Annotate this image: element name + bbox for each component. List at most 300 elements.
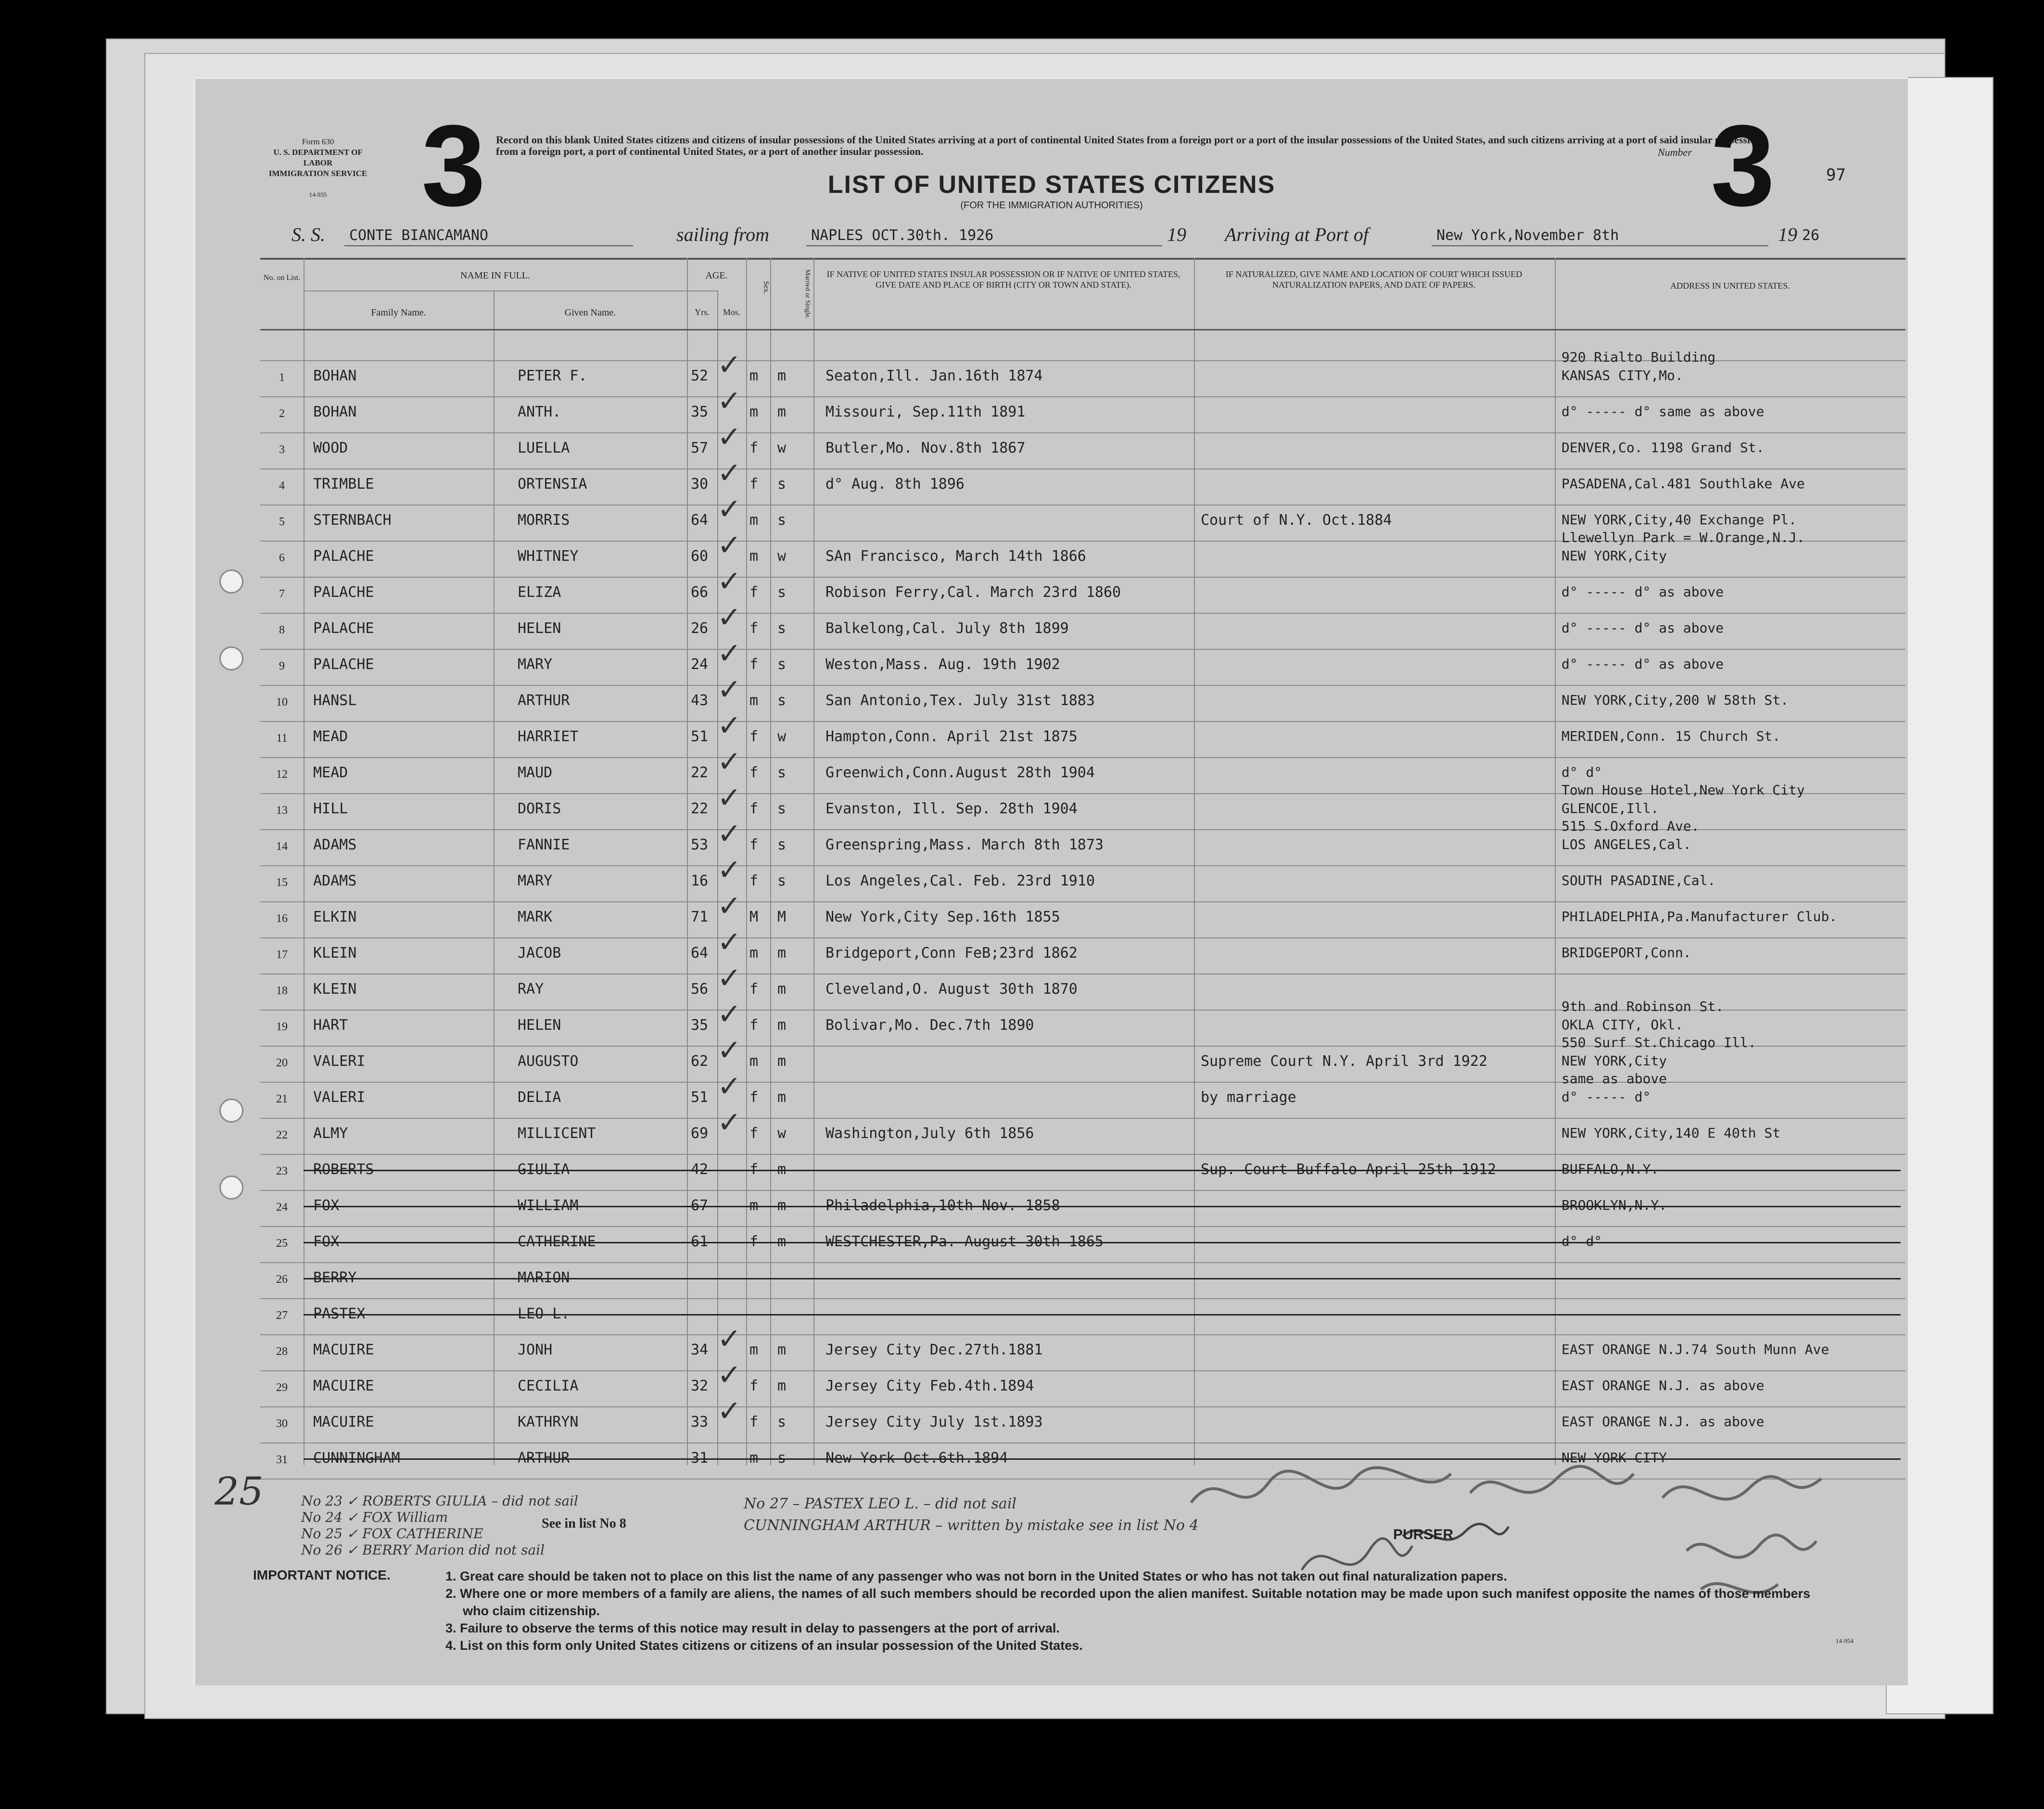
given-name: HELEN bbox=[518, 1017, 561, 1034]
sex: f bbox=[749, 1089, 759, 1106]
header-birth: IF NATIVE OF UNITED STATES INSULAR POSSESSION OR IF NATIVE OF UNITED STATES, GIVE DATE AND PLACE OF BIRTH (CITY OR TOWN AND STATE). bbox=[826, 269, 1181, 290]
birth-place-date: Jersey City Feb.4th.1894 bbox=[825, 1378, 1034, 1394]
age-years: 26 bbox=[691, 620, 709, 637]
row-number: 20 bbox=[276, 1057, 288, 1069]
sailing-label: sailing from bbox=[676, 224, 769, 245]
header-yrs: Yrs. bbox=[695, 307, 710, 317]
birth-place-date: Bridgeport,Conn FeB;23rd 1862 bbox=[825, 945, 1078, 961]
sex: m bbox=[749, 512, 759, 529]
family-name: VALERI bbox=[313, 1053, 366, 1070]
given-name: CECILIA bbox=[518, 1378, 579, 1394]
family-name: PALACHE bbox=[313, 656, 374, 673]
birth-place-date: d° Aug. 8th 1896 bbox=[825, 476, 965, 493]
purser-stamp: PURSER bbox=[1393, 1527, 1454, 1543]
row-number: 30 bbox=[276, 1417, 288, 1430]
family-name: MACUIRE bbox=[313, 1341, 374, 1358]
birth-place-date: New York,City Sep.16th 1855 bbox=[825, 909, 1060, 925]
check-mark: ✓ bbox=[717, 889, 742, 923]
notice-item: 1. Great care should be taken not to place on this list the name of any passenger who was not born in the United States or who has not taken out final naturalization papers. bbox=[445, 1569, 1507, 1583]
address-line-2: BROOKLYN,N.Y. bbox=[1562, 1197, 1667, 1213]
given-name: MAUD bbox=[518, 764, 553, 781]
sex: m bbox=[749, 1197, 759, 1214]
marital-status: w bbox=[777, 548, 787, 565]
age-years: 56 bbox=[691, 981, 709, 998]
given-name: JACOB bbox=[518, 945, 561, 961]
address-line-2: EAST ORANGE N.J. as above bbox=[1562, 1378, 1765, 1393]
birth-place-date: Jersey City July 1st.1893 bbox=[825, 1414, 1043, 1430]
row-number: 7 bbox=[279, 588, 285, 600]
check-mark: ✓ bbox=[717, 637, 742, 670]
row-rule bbox=[260, 901, 1905, 902]
form-code: 14-935 bbox=[309, 191, 327, 198]
row-number: 16 bbox=[276, 912, 288, 925]
birth-place-date: Jersey City Dec.27th.1881 bbox=[825, 1341, 1043, 1358]
table-top-rule bbox=[260, 258, 1905, 260]
row-number: 24 bbox=[276, 1201, 288, 1214]
row-number: 8 bbox=[279, 624, 285, 636]
marital-status: m bbox=[777, 1053, 787, 1070]
row-rule bbox=[260, 757, 1905, 758]
given-name: MORRIS bbox=[518, 512, 570, 529]
notice-item: 4. List on this form only United States citizens or citizens of an insular possession of the United States. bbox=[445, 1638, 1083, 1653]
age-years: 62 bbox=[691, 1053, 709, 1070]
marital-status: m bbox=[777, 1341, 787, 1358]
row-number: 14 bbox=[276, 840, 288, 853]
col-divider bbox=[1194, 258, 1195, 1465]
address-line-2: d° ----- d° as above bbox=[1562, 620, 1724, 636]
row-rule bbox=[260, 1118, 1905, 1119]
address-line-2: d° ----- d° same as above bbox=[1562, 404, 1765, 419]
family-name: BERRY bbox=[313, 1269, 357, 1286]
punch-hole bbox=[219, 1099, 243, 1123]
address-line-1: Town House Hotel,New York City bbox=[1562, 782, 1805, 798]
address-line-2: d° ----- d° as above bbox=[1562, 584, 1724, 600]
check-mark: ✓ bbox=[717, 745, 742, 779]
row-number: 12 bbox=[276, 768, 288, 781]
given-name: MARK bbox=[518, 909, 553, 925]
age-years: 30 bbox=[691, 476, 709, 493]
given-name: ORTENSIA bbox=[518, 476, 587, 493]
age-years: 66 bbox=[691, 584, 709, 601]
sex: f bbox=[749, 873, 759, 889]
row-number: 29 bbox=[276, 1381, 288, 1394]
ss-label: S. S. bbox=[292, 224, 325, 245]
row-rule bbox=[260, 1190, 1905, 1191]
birth-place-date: New York Oct.6th.1894 bbox=[825, 1450, 1008, 1467]
family-name: MACUIRE bbox=[313, 1378, 374, 1394]
sex: f bbox=[749, 836, 759, 853]
address-line-2: NEW YORK CITY bbox=[1562, 1450, 1667, 1466]
age-years: 42 bbox=[691, 1161, 709, 1178]
birth-place-date: Balkelong,Cal. July 8th 1899 bbox=[825, 620, 1069, 637]
family-name: HART bbox=[313, 1017, 348, 1034]
given-name: DELIA bbox=[518, 1089, 561, 1106]
naturalization: Supreme Court N.Y. April 3rd 1922 bbox=[1201, 1053, 1488, 1070]
birth-place-date: San Antonio,Tex. July 31st 1883 bbox=[825, 692, 1095, 709]
record-instructions: Record on this blank United States citizens and citizens of insular possessions of the United States arriving at a port of continental United States from a foreign port or a port of the insular possessions of the United States, and such citizens arriving at a port of said insular possessions from a foreign port, a port of continental United States, or a port of another insular possession. bbox=[496, 134, 1765, 157]
address-line-2: BUFFALO,N.Y. bbox=[1562, 1161, 1659, 1177]
check-mark: ✓ bbox=[717, 925, 742, 959]
age-years: 22 bbox=[691, 800, 709, 817]
address-line-2: BRIDGEPORT,Conn. bbox=[1562, 945, 1691, 961]
arrival-year: 26 bbox=[1802, 227, 1820, 244]
address-line-2: EAST ORANGE N.J. as above bbox=[1562, 1414, 1765, 1429]
age-years: 60 bbox=[691, 548, 709, 565]
check-mark: ✓ bbox=[717, 456, 742, 490]
manifest-sheet bbox=[192, 77, 1908, 1685]
sex: f bbox=[749, 1414, 759, 1430]
header-mos: Mos. bbox=[723, 307, 741, 317]
marital-status: m bbox=[777, 1233, 787, 1250]
family-name: FOX bbox=[313, 1233, 340, 1250]
row-number: 19 bbox=[276, 1021, 288, 1033]
birth-place-date: Greenspring,Mass. March 8th 1873 bbox=[825, 836, 1104, 853]
birth-place-date: Bolivar,Mo. Dec.7th 1890 bbox=[825, 1017, 1034, 1034]
address-line-2: NEW YORK,City,140 E 40th St bbox=[1562, 1125, 1781, 1141]
header-address: ADDRESS IN UNITED STATES. bbox=[1670, 281, 1790, 291]
marital-status: w bbox=[777, 728, 787, 745]
row-rule bbox=[260, 937, 1905, 938]
sex: f bbox=[749, 764, 759, 781]
sex: f bbox=[749, 584, 759, 601]
address-line-2: d° ----- d° bbox=[1562, 1089, 1651, 1105]
marital-status: s bbox=[777, 512, 787, 529]
row-rule bbox=[260, 468, 1905, 469]
row-rule bbox=[260, 685, 1905, 686]
check-mark: ✓ bbox=[717, 529, 742, 562]
age-years: 61 bbox=[691, 1233, 709, 1250]
row-number: 22 bbox=[276, 1129, 288, 1141]
check-mark: ✓ bbox=[717, 384, 742, 418]
given-name: MARION bbox=[518, 1269, 570, 1286]
row-number: 27 bbox=[276, 1309, 288, 1322]
family-name: BOHAN bbox=[313, 367, 357, 384]
row-rule bbox=[260, 613, 1905, 614]
address-line-2: DENVER,Co. 1198 Grand St. bbox=[1562, 440, 1765, 455]
family-name: MEAD bbox=[313, 764, 348, 781]
birth-place-date: Butler,Mo. Nov.8th 1867 bbox=[825, 440, 1026, 456]
family-name: PALACHE bbox=[313, 620, 374, 637]
address-line-2: NEW YORK,City,200 W 58th St. bbox=[1562, 692, 1789, 708]
age-years: 51 bbox=[691, 728, 709, 745]
address-line-2: NEW YORK,City bbox=[1562, 1053, 1667, 1069]
header-family: Family Name. bbox=[371, 307, 426, 318]
header-no: No. on List. bbox=[263, 274, 301, 282]
punch-hole bbox=[219, 646, 243, 670]
marital-status: s bbox=[777, 692, 787, 709]
address-line-1: Llewellyn Park = W.Orange,N.J. bbox=[1562, 530, 1805, 545]
family-name: PALACHE bbox=[313, 584, 374, 601]
given-name: WILLIAM bbox=[518, 1197, 579, 1214]
sex: f bbox=[749, 1125, 759, 1142]
given-name: GIULIA bbox=[518, 1161, 570, 1178]
age-years: 67 bbox=[691, 1197, 709, 1214]
age-years: 35 bbox=[691, 1017, 709, 1034]
address-line-2: MERIDEN,Conn. 15 Church St. bbox=[1562, 728, 1781, 744]
address-line-1: 920 Rialto Building bbox=[1562, 349, 1716, 365]
check-mark: ✓ bbox=[717, 601, 742, 634]
ship-name: CONTE BIANCAMANO bbox=[349, 227, 488, 244]
family-name: PASTEX bbox=[313, 1305, 366, 1322]
header-age: AGE. bbox=[705, 270, 728, 281]
notice-list bbox=[445, 1568, 1831, 1654]
age-years: 43 bbox=[691, 692, 709, 709]
check-mark: ✓ bbox=[717, 565, 742, 598]
row-rule bbox=[260, 577, 1905, 578]
birth-place-date: Cleveland,O. August 30th 1870 bbox=[825, 981, 1078, 998]
marital-status: s bbox=[777, 1450, 787, 1467]
given-name: MILLICENT bbox=[518, 1125, 596, 1142]
col-divider bbox=[813, 258, 814, 1465]
strike-through bbox=[304, 1170, 1901, 1171]
naturalization: Court of N.Y. Oct.1884 bbox=[1201, 512, 1392, 529]
birth-place-date: Washington,July 6th 1856 bbox=[825, 1125, 1034, 1142]
check-mark: ✓ bbox=[717, 1322, 742, 1356]
note-25: No 25 ✓ FOX CATHERINE bbox=[301, 1526, 483, 1542]
check-mark: ✓ bbox=[717, 1358, 742, 1392]
family-name: WOOD bbox=[313, 440, 348, 456]
check-mark: ✓ bbox=[717, 420, 742, 454]
address-line-2: GLENCOE,Ill. bbox=[1562, 800, 1659, 816]
page-subtitle: (FOR THE IMMIGRATION AUTHORITIES) bbox=[960, 200, 1143, 211]
row-rule bbox=[260, 1154, 1905, 1155]
family-name: ELKIN bbox=[313, 909, 357, 925]
row-rule bbox=[260, 1226, 1905, 1227]
sex: f bbox=[749, 1378, 759, 1394]
note-31: CUNNINGHAM ARTHUR – written by mistake see in list No 4 bbox=[744, 1517, 1199, 1534]
sex: f bbox=[749, 1161, 759, 1178]
address-line-2: OKLA CITY, Okl. bbox=[1562, 1017, 1683, 1033]
note-27: No 27 – PASTEX LEO L. – did not sail bbox=[744, 1495, 1017, 1512]
birth-place-date: Robison Ferry,Cal. March 23rd 1860 bbox=[825, 584, 1121, 601]
family-name: FOX bbox=[313, 1197, 340, 1214]
check-mark: ✓ bbox=[717, 853, 742, 887]
note-24: No 24 ✓ FOX William bbox=[301, 1509, 448, 1525]
marital-status: m bbox=[777, 1089, 787, 1106]
age-years: 33 bbox=[691, 1414, 709, 1430]
address-line-2: d° d° bbox=[1562, 1233, 1602, 1249]
family-name: MACUIRE bbox=[313, 1414, 374, 1430]
given-name: HARRIET bbox=[518, 728, 579, 745]
family-name: ROBERTS bbox=[313, 1161, 374, 1178]
check-mark: ✓ bbox=[717, 709, 742, 743]
department: U. S. DEPARTMENT OF LABOR bbox=[273, 148, 363, 167]
given-name: RAY bbox=[518, 981, 544, 998]
sex: f bbox=[749, 728, 759, 745]
naturalization: Sup. Court Buffalo April 25th 1912 bbox=[1201, 1161, 1497, 1178]
given-name: DORIS bbox=[518, 800, 561, 817]
marital-status: s bbox=[777, 873, 787, 889]
header-naturalization: IF NATURALIZED, GIVE NAME AND LOCATION OF COURT WHICH ISSUED NATURALIZATION PAPERS, AND DATE OF PAPERS. bbox=[1225, 269, 1523, 290]
col-divider bbox=[770, 258, 771, 1465]
address-line-2: PHILADELPHIA,Pa.Manufacturer Club. bbox=[1562, 909, 1838, 924]
row-rule bbox=[260, 1406, 1905, 1407]
sex: f bbox=[749, 440, 759, 456]
check-mark: ✓ bbox=[717, 1106, 742, 1139]
notice-label: IMPORTANT NOTICE. bbox=[253, 1568, 391, 1582]
birth-place-date: Greenwich,Conn.August 28th 1904 bbox=[825, 764, 1095, 781]
family-name: ADAMS bbox=[313, 873, 357, 889]
row-rule bbox=[260, 865, 1905, 866]
family-name: KLEIN bbox=[313, 945, 357, 961]
family-name: BOHAN bbox=[313, 404, 357, 420]
header-married: Married or Single. bbox=[804, 269, 811, 319]
given-name: CATHERINE bbox=[518, 1233, 596, 1250]
family-name: KLEIN bbox=[313, 981, 357, 998]
given-name: PETER F. bbox=[518, 367, 587, 384]
punch-hole bbox=[219, 569, 243, 594]
age-years: 64 bbox=[691, 512, 709, 529]
note-26: No 26 ✓ BERRY Marion did not sail bbox=[301, 1542, 545, 1558]
birth-place-date: Seaton,Ill. Jan.16th 1874 bbox=[825, 367, 1043, 384]
big-list-number: 3 bbox=[421, 101, 486, 230]
age-years: 22 bbox=[691, 764, 709, 781]
age-years: 34 bbox=[691, 1341, 709, 1358]
check-mark: ✓ bbox=[717, 998, 742, 1031]
row-number: 15 bbox=[276, 876, 288, 889]
given-name: FANNIE bbox=[518, 836, 570, 853]
sex: f bbox=[749, 620, 759, 637]
given-name: ELIZA bbox=[518, 584, 561, 601]
sex: m bbox=[749, 1341, 759, 1358]
check-mark: ✓ bbox=[717, 348, 742, 382]
age-years: 64 bbox=[691, 945, 709, 961]
address-line-2: PASADENA,Cal.481 Southlake Ave bbox=[1562, 476, 1805, 492]
strike-through bbox=[304, 1242, 1901, 1243]
col-divider bbox=[494, 291, 495, 1465]
address-line-2: SOUTH PASADINE,Cal. bbox=[1562, 873, 1716, 888]
age-years: 16 bbox=[691, 873, 709, 889]
check-mark: ✓ bbox=[717, 781, 742, 815]
header-sex: Sex. bbox=[762, 281, 770, 294]
birth-place-date: Los Angeles,Cal. Feb. 23rd 1910 bbox=[825, 873, 1095, 889]
sex: m bbox=[749, 1450, 759, 1467]
birth-place-date: WESTCHESTER,Pa. August 30th 1865 bbox=[825, 1233, 1104, 1250]
row-number: 18 bbox=[276, 985, 288, 997]
tally-mark: 25 bbox=[215, 1469, 264, 1514]
family-name: VALERI bbox=[313, 1089, 366, 1106]
marital-status: m bbox=[777, 1197, 787, 1214]
row-rule bbox=[260, 721, 1905, 722]
page-title: LIST OF UNITED STATES CITIZENS bbox=[827, 171, 1276, 199]
birth-place-date: Missouri, Sep.11th 1891 bbox=[825, 404, 1026, 420]
row-number: 26 bbox=[276, 1273, 288, 1286]
sex: m bbox=[749, 367, 759, 384]
given-name: MARY bbox=[518, 873, 553, 889]
given-name: ARTHUR bbox=[518, 1450, 570, 1467]
check-mark: ✓ bbox=[717, 817, 742, 851]
family-name: MEAD bbox=[313, 728, 348, 745]
row-rule bbox=[260, 649, 1905, 650]
address-line-2: LOS ANGELES,Cal. bbox=[1562, 836, 1691, 852]
marital-status: s bbox=[777, 476, 787, 493]
strike-through bbox=[304, 1278, 1901, 1279]
sex: m bbox=[749, 945, 759, 961]
form-number: Form 630 bbox=[302, 137, 334, 146]
address-line-2: EAST ORANGE N.J.74 South Munn Ave bbox=[1562, 1341, 1829, 1357]
row-number: 9 bbox=[279, 660, 285, 672]
marital-status: s bbox=[777, 620, 787, 637]
row-number: 25 bbox=[276, 1237, 288, 1250]
address-line-2: NEW YORK,City,40 Exchange Pl. bbox=[1562, 512, 1797, 528]
sex: f bbox=[749, 476, 759, 493]
family-name: STERNBACH bbox=[313, 512, 392, 529]
year-19: 19 bbox=[1167, 224, 1186, 245]
row-number: 4 bbox=[279, 480, 285, 492]
row-rule bbox=[260, 396, 1905, 397]
row-rule bbox=[260, 1370, 1905, 1371]
row-rule bbox=[260, 505, 1905, 506]
given-name: LUELLA bbox=[518, 440, 570, 456]
age-years: 31 bbox=[691, 1450, 709, 1467]
address-line-2: d° d° bbox=[1562, 764, 1602, 780]
sex: m bbox=[749, 692, 759, 709]
marital-status: M bbox=[777, 909, 787, 925]
row-number: 17 bbox=[276, 949, 288, 961]
service: IMMIGRATION SERVICE bbox=[268, 169, 368, 178]
family-name: HILL bbox=[313, 800, 348, 817]
address-line-1: 515 S.Oxford Ave. bbox=[1562, 818, 1700, 834]
address-line-1: 9th and Robinson St. bbox=[1562, 999, 1724, 1014]
age-years: 71 bbox=[691, 909, 709, 925]
birth-place-date: Hampton,Conn. April 21st 1875 bbox=[825, 728, 1078, 745]
sex: f bbox=[749, 981, 759, 998]
age-years: 52 bbox=[691, 367, 709, 384]
marital-status: s bbox=[777, 836, 787, 853]
address-line-2: NEW YORK,City bbox=[1562, 548, 1667, 564]
age-years: 35 bbox=[691, 404, 709, 420]
marital-status: w bbox=[777, 1125, 787, 1142]
notice-code: 14-954 bbox=[1836, 1637, 1854, 1645]
age-years: 53 bbox=[691, 836, 709, 853]
col-divider bbox=[1555, 258, 1556, 1465]
notice-item: 2. Where one or more members of a family are aliens, the names of all such members should be recorded upon the alien manifest. Suitable notation may be made upon such manifest opposite the names of those members who claim citizenship. bbox=[445, 1586, 1811, 1618]
sailing-from: NAPLES OCT.30th. 1926 bbox=[811, 227, 994, 244]
check-mark: ✓ bbox=[717, 673, 742, 707]
marital-status: m bbox=[777, 981, 787, 998]
family-name: CUNNINGHAM bbox=[313, 1450, 400, 1467]
birth-place-date: Evanston, Ill. Sep. 28th 1904 bbox=[825, 800, 1078, 817]
arriving-port: New York,November 8th bbox=[1436, 227, 1619, 244]
row-number: 11 bbox=[276, 732, 288, 745]
check-mark: ✓ bbox=[717, 1394, 742, 1428]
age-years: 51 bbox=[691, 1089, 709, 1106]
family-name: PALACHE bbox=[313, 548, 374, 565]
row-number: 13 bbox=[276, 804, 288, 817]
marital-status: m bbox=[777, 945, 787, 961]
page-number: 97 bbox=[1826, 165, 1846, 185]
row-rule bbox=[260, 1262, 1905, 1263]
col-divider bbox=[304, 258, 305, 1465]
row-number: 5 bbox=[279, 516, 285, 528]
check-mark: ✓ bbox=[717, 1070, 742, 1103]
given-name: KATHRYN bbox=[518, 1414, 579, 1430]
check-mark: ✓ bbox=[717, 493, 742, 526]
strike-through bbox=[304, 1206, 1901, 1207]
row-rule bbox=[260, 1334, 1905, 1335]
row-number: 28 bbox=[276, 1345, 288, 1358]
marital-status: s bbox=[777, 656, 787, 673]
family-name: ADAMS bbox=[313, 836, 357, 853]
sex: f bbox=[749, 800, 759, 817]
marital-status: m bbox=[777, 367, 787, 384]
birth-place-date: SAn Francisco, March 14th 1866 bbox=[825, 548, 1086, 565]
marital-status: m bbox=[777, 1017, 787, 1034]
note-see-list: See in list No 8 bbox=[542, 1516, 626, 1531]
birth-place-date: Philadelphia,10th Nov. 1858 bbox=[825, 1197, 1060, 1214]
address-line-2: KANSAS CITY,Mo. bbox=[1562, 367, 1683, 383]
age-years: 69 bbox=[691, 1125, 709, 1142]
